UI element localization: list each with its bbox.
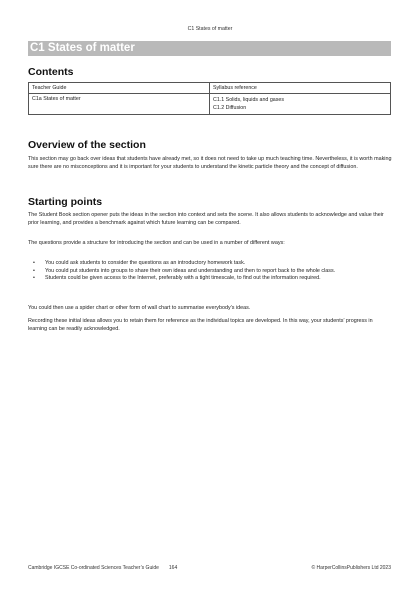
footer-book-info	[28, 565, 177, 571]
chapter-title: C1 States of matter	[30, 42, 135, 54]
starting-points-paragraph-1: The Student Book section opener puts the ideas in the section into context and sets the scene. It also allows students to acknowledge and value their prior learning, and provides a benchmark against which future learning can be compared.	[28, 212, 384, 226]
list-item: • You could put students into groups to share their own ideas and understanding and then to report back to the whole class.	[33, 267, 336, 274]
syllabus-reference: C1.2 Diffusion	[213, 105, 247, 111]
list-item: • You could ask students to consider the questions as an introductory homework task.	[33, 260, 246, 266]
footer-book-title: Cambridge IGCSE Co-ordinated Sciences Teacher’s Guide	[28, 565, 159, 571]
table-header-cell: Syllabus reference	[210, 83, 391, 94]
syllabus-table	[28, 82, 391, 115]
list-item: • Students could be given access to the Internet, preferably with a tight timescale, to find out the information required.	[33, 275, 321, 281]
starting-points-paragraph-2: The questions provide a structure for introducing the section and can be used in a number of different ways:	[28, 240, 285, 246]
table-header-row	[29, 83, 391, 94]
table-cell-guide: C1a States of matter	[29, 94, 210, 115]
starting-points-heading: Starting points	[28, 196, 103, 208]
table-row	[29, 94, 391, 115]
footer-copyright: © HarperCollinsPublishers Ltd 2023	[311, 565, 391, 571]
page-number: 164	[168, 565, 178, 571]
ideas-bullet-list	[28, 260, 393, 283]
running-header: C1 States of matter	[187, 26, 233, 32]
contents-heading: Contents	[28, 66, 74, 78]
bullet-icon: •	[33, 267, 35, 274]
table-cell-references	[210, 94, 391, 115]
starting-points-paragraph-3: You could then use a spider chart or other form of wall chart to summarise everybody’s ideas.	[28, 305, 251, 311]
overview-heading: Overview of the section	[28, 139, 146, 151]
syllabus-reference: C1.1 Solids, liquids and gases	[213, 97, 284, 103]
overview-paragraph: This section may go back over ideas that students have already met, so it does not need to take up much teaching time. Nevertheless, it is worth making sure there are no misconceptions and it is important for your students to understand the kinetic particle theory and the concept of diffusion.	[28, 156, 392, 170]
bullet-icon: •	[33, 260, 35, 266]
starting-points-paragraph-4: Recording these initial ideas allows you to retain them for reference as the individual topics are developed. In this way, your students’ progress in learning can be readily acknowledged.	[28, 318, 373, 332]
bullet-icon: •	[33, 275, 35, 281]
table-header-cell: Teacher Guide	[29, 83, 210, 94]
chapter-title-bar	[28, 41, 391, 56]
